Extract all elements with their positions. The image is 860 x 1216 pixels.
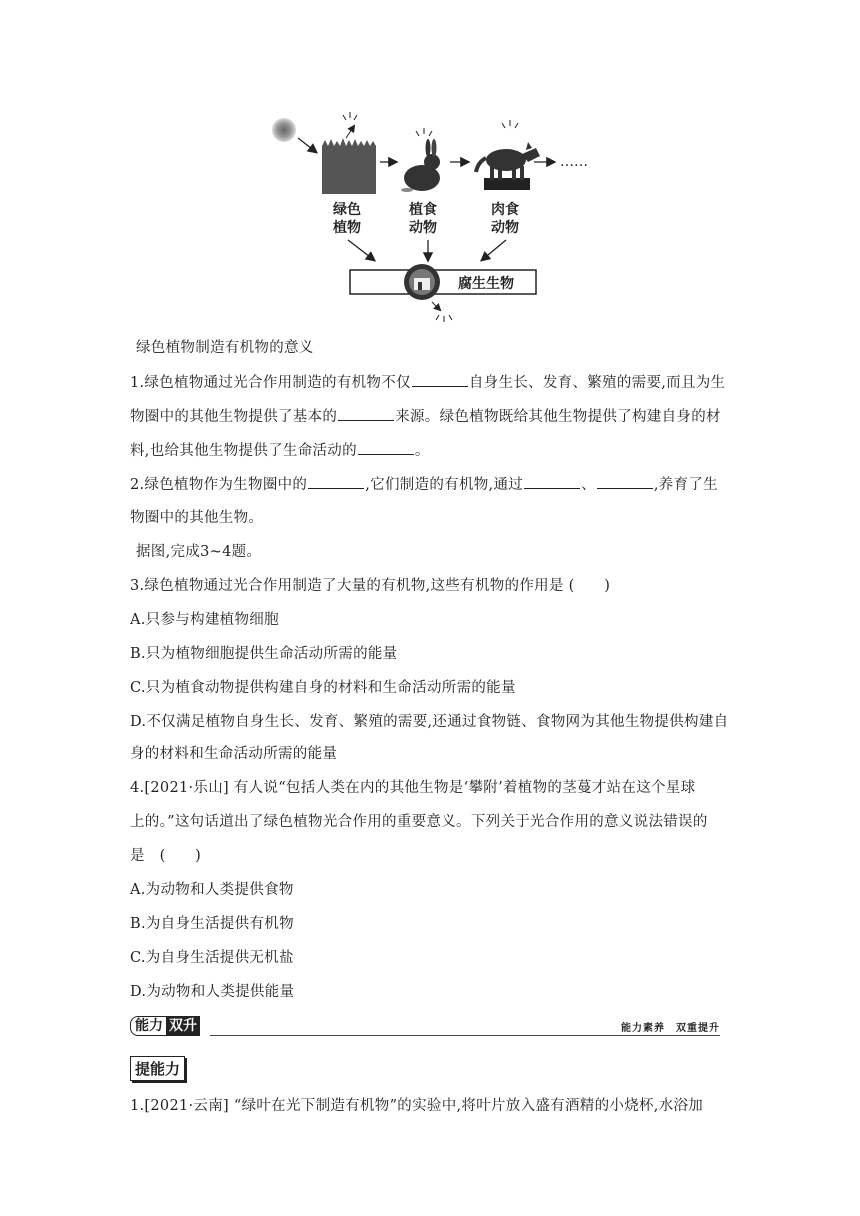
section-heading: 绿色植物制造有机物的意义 <box>136 340 314 356</box>
food-chain-svg <box>262 110 602 325</box>
q4-line2: 上的。”这句话道出了绿色植物光合作用的重要意义。下列关于光合作用的意义说法错误的 <box>130 814 708 830</box>
instruction: 据图,完成3~4题。 <box>136 544 262 560</box>
banner-tag-a: 能力 <box>130 1016 168 1036</box>
q4-option-b[interactable]: B.为自身生活提供有机物 <box>130 916 294 932</box>
blank[interactable] <box>358 440 414 455</box>
food-chain-diagram <box>262 110 602 325</box>
wolf-icon <box>476 142 540 190</box>
blank[interactable] <box>597 474 653 489</box>
label-carnivore-1: 肉食 <box>491 202 519 218</box>
grass-icon <box>322 138 376 194</box>
mushroom-icon <box>404 264 440 300</box>
q2-line2: 物圈中的其他生物。 <box>130 510 264 526</box>
label-plant-1: 绿色 <box>333 202 361 218</box>
sub-section-tag: 提能力 <box>130 1056 185 1081</box>
q3-option-b[interactable]: B.只为植物细胞提供生命活动所需的能量 <box>130 646 398 662</box>
q2-line1: 2.绿色植物作为生物圈中的 ,它们制造的有机物,通过 、 ,养育了生 <box>130 474 718 495</box>
blank[interactable] <box>338 406 394 421</box>
blank[interactable] <box>308 474 364 489</box>
rabbit-icon <box>401 139 440 192</box>
sun-icon <box>272 118 296 142</box>
q4-option-a[interactable]: A.为动物和人类提供食物 <box>130 882 294 898</box>
diagram-ellipsis: …… <box>560 154 588 170</box>
q1-line2: 物圈中的其他生物提供了基本的 来源。绿色植物既给其他生物提供了构建自身的材 <box>130 406 721 427</box>
banner-divider <box>210 1035 720 1036</box>
answer-paren[interactable]: ( ) <box>159 848 202 864</box>
q4-line3: 是 ( ) <box>130 848 202 864</box>
label-decomposer: 腐生生物 <box>458 276 514 292</box>
banner-subtitle: 能力素养 双重提升 <box>621 1023 720 1034</box>
answer-paren[interactable]: ( ) <box>568 578 611 594</box>
label-carnivore-2: 动物 <box>491 220 519 236</box>
label-herbivore-2: 动物 <box>409 220 437 236</box>
q3-option-d[interactable]: D.不仅满足植物自身生长、发育、繁殖的需要,还通过食物链、食物网为其他生物提供构建自 <box>130 714 729 730</box>
blank[interactable] <box>524 474 580 489</box>
label-plant-2: 植物 <box>333 220 361 236</box>
label-herbivore-1: 植食 <box>409 202 437 218</box>
q1-line1: 1.绿色植物通过光合作用制造的有机物不仅 自身生长、发育、繁殖的需要,而且为生 <box>130 372 725 393</box>
q3-option-a[interactable]: A.只参与构建植物细胞 <box>130 612 279 628</box>
banner-tag-b: 双升 <box>166 1016 200 1036</box>
q4-option-d[interactable]: D.为动物和人类提供能量 <box>130 984 295 1000</box>
q3-stem: 3.绿色植物通过光合作用制造了大量的有机物,这些有机物的作用是 ( ) <box>130 578 611 594</box>
q1-line3: 料,也给其他生物提供了生命活动的 。 <box>130 440 430 461</box>
q5-line1: 1.[2021·云南] “绿叶在光下制造有机物”的实验中,将叶片放入盛有酒精的小烧杯,水浴加 <box>130 1098 704 1114</box>
q3-option-d-cont: 身的材料和生命活动所需的能量 <box>130 746 338 762</box>
q4-line1: 4.[2021·乐山] 有人说“包括人类在内的其他生物是‘攀附’着植物的茎蔓才站在这个星球 <box>130 780 696 796</box>
q3-option-c[interactable]: C.只为植食动物提供构建自身的材料和生命活动所需的能量 <box>130 680 516 696</box>
banner-title <box>130 1016 200 1036</box>
section-banner <box>130 1016 730 1042</box>
blank[interactable] <box>412 372 468 387</box>
q4-option-c[interactable]: C.为自身生活提供无机盐 <box>130 950 294 966</box>
